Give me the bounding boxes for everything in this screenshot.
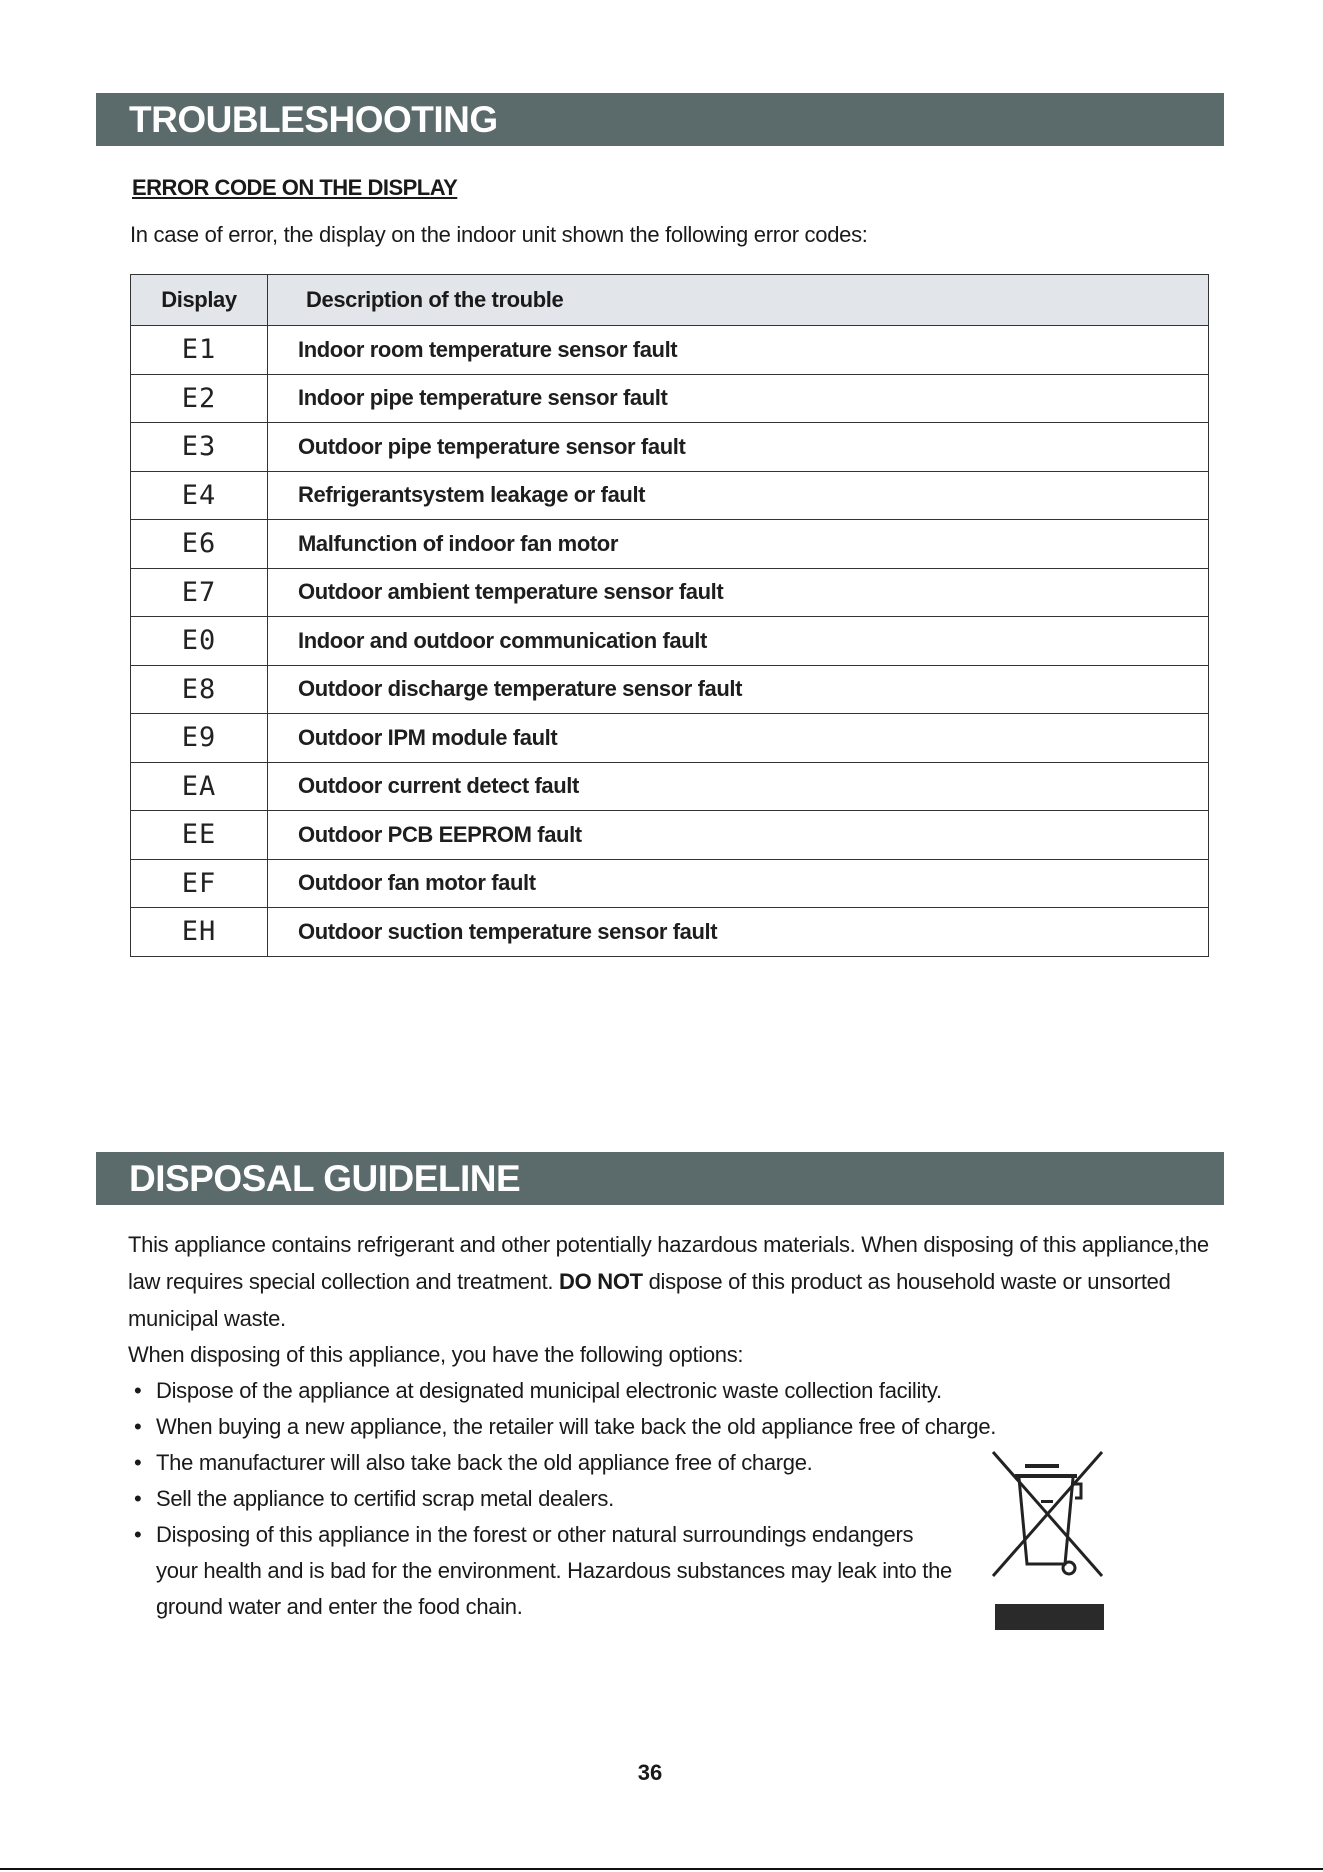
table-row — [131, 326, 1209, 375]
table-row — [131, 374, 1209, 423]
option-text: Sell the appliance to certifid scrap metal dealers. — [156, 1486, 614, 1511]
error-code-intro: In case of error, the display on the indoor unit shown the following error codes: — [130, 222, 868, 247]
troubleshooting-heading: TROUBLESHOOTING — [96, 93, 1224, 146]
error-code: E0 — [131, 617, 268, 666]
error-description: Malfunction of indoor fan motor — [268, 520, 1209, 569]
crossed-out-wheelie-bin-icon — [985, 1444, 1110, 1584]
error-code: E2 — [131, 374, 268, 423]
disposal-paragraph — [128, 1226, 1238, 1337]
error-code: EE — [131, 811, 268, 860]
bullet-icon: • — [134, 1450, 142, 1475]
table-row — [131, 568, 1209, 617]
option-text: The manufacturer will also take back the old appliance free of charge. — [156, 1450, 813, 1475]
display-column-header: Display — [131, 275, 268, 326]
description-column-header: Description of the trouble — [268, 275, 1209, 326]
error-description: Outdoor pipe temperature sensor fault — [268, 423, 1209, 472]
disposal-options-list — [132, 1373, 996, 1625]
error-description: Indoor pipe temperature sensor fault — [268, 374, 1209, 423]
error-description: Indoor and outdoor communication fault — [268, 617, 1209, 666]
bullet-icon: • — [134, 1486, 142, 1511]
error-description: Refrigerantsystem leakage or fault — [268, 471, 1209, 520]
error-code-table — [130, 274, 1209, 957]
disposal-heading: DISPOSAL GUIDELINE — [96, 1152, 1224, 1205]
table-row — [131, 908, 1209, 957]
error-description: Outdoor discharge temperature sensor fault — [268, 665, 1209, 714]
table-row — [131, 423, 1209, 472]
disposal-options-intro: When disposing of this appliance, you have the following options: — [128, 1342, 744, 1367]
error-code: E8 — [131, 665, 268, 714]
page-bottom-rule — [0, 1868, 1323, 1870]
option-text: Dispose of the appliance at designated municipal electronic waste collection facility. — [156, 1378, 942, 1403]
error-description: Outdoor PCB EEPROM fault — [268, 811, 1209, 860]
option-text: Disposing of this appliance in the forest or other natural surroundings endangers your health and is bad for the environment. Hazardous substances may leak into the ground water and enter the food chain. — [156, 1522, 952, 1619]
table-row — [131, 859, 1209, 908]
disposal-paragraph-start: This appliance contains refrigerant and other potentially hazardous materials. When disposing of this appliance,the law requires special collection and treatment. — [128, 1232, 1209, 1294]
error-code: EH — [131, 908, 268, 957]
list-item — [132, 1445, 996, 1481]
do-not-emphasis: DO NOT — [559, 1269, 643, 1294]
error-code-subheading: ERROR CODE ON THE DISPLAY — [132, 175, 458, 200]
error-description: Outdoor current detect fault — [268, 762, 1209, 811]
error-code: E9 — [131, 714, 268, 763]
bullet-icon: • — [134, 1522, 142, 1547]
error-code: E4 — [131, 471, 268, 520]
error-description: Outdoor fan motor fault — [268, 859, 1209, 908]
table-row — [131, 471, 1209, 520]
table-row — [131, 811, 1209, 860]
table-row — [131, 714, 1209, 763]
bullet-icon: • — [134, 1378, 142, 1403]
error-code: E3 — [131, 423, 268, 472]
page-number: 36 — [637, 1760, 663, 1785]
bullet-icon: • — [134, 1414, 142, 1439]
list-item — [132, 1409, 996, 1445]
error-description: Outdoor suction temperature sensor fault — [268, 908, 1209, 957]
table-row — [131, 762, 1209, 811]
disposal-paragraph-end: dispose of this product as household waste or unsorted municipal waste. — [128, 1269, 1171, 1331]
option-text: When buying a new appliance, the retailer will take back the old appliance free of charge. — [156, 1414, 997, 1439]
symbol-underbar — [995, 1604, 1104, 1630]
error-description: Indoor room temperature sensor fault — [268, 326, 1209, 375]
error-code: E7 — [131, 568, 268, 617]
error-code: E6 — [131, 520, 268, 569]
error-code: EA — [131, 762, 268, 811]
error-code: EF — [131, 859, 268, 908]
error-description: Outdoor IPM module fault — [268, 714, 1209, 763]
list-item — [132, 1373, 996, 1409]
table-row — [131, 665, 1209, 714]
error-description: Outdoor ambient temperature sensor fault — [268, 568, 1209, 617]
table-row — [131, 617, 1209, 666]
list-item — [132, 1481, 996, 1517]
error-code: E1 — [131, 326, 268, 375]
table-header-row — [131, 275, 1209, 326]
list-item — [132, 1517, 956, 1625]
table-row — [131, 520, 1209, 569]
